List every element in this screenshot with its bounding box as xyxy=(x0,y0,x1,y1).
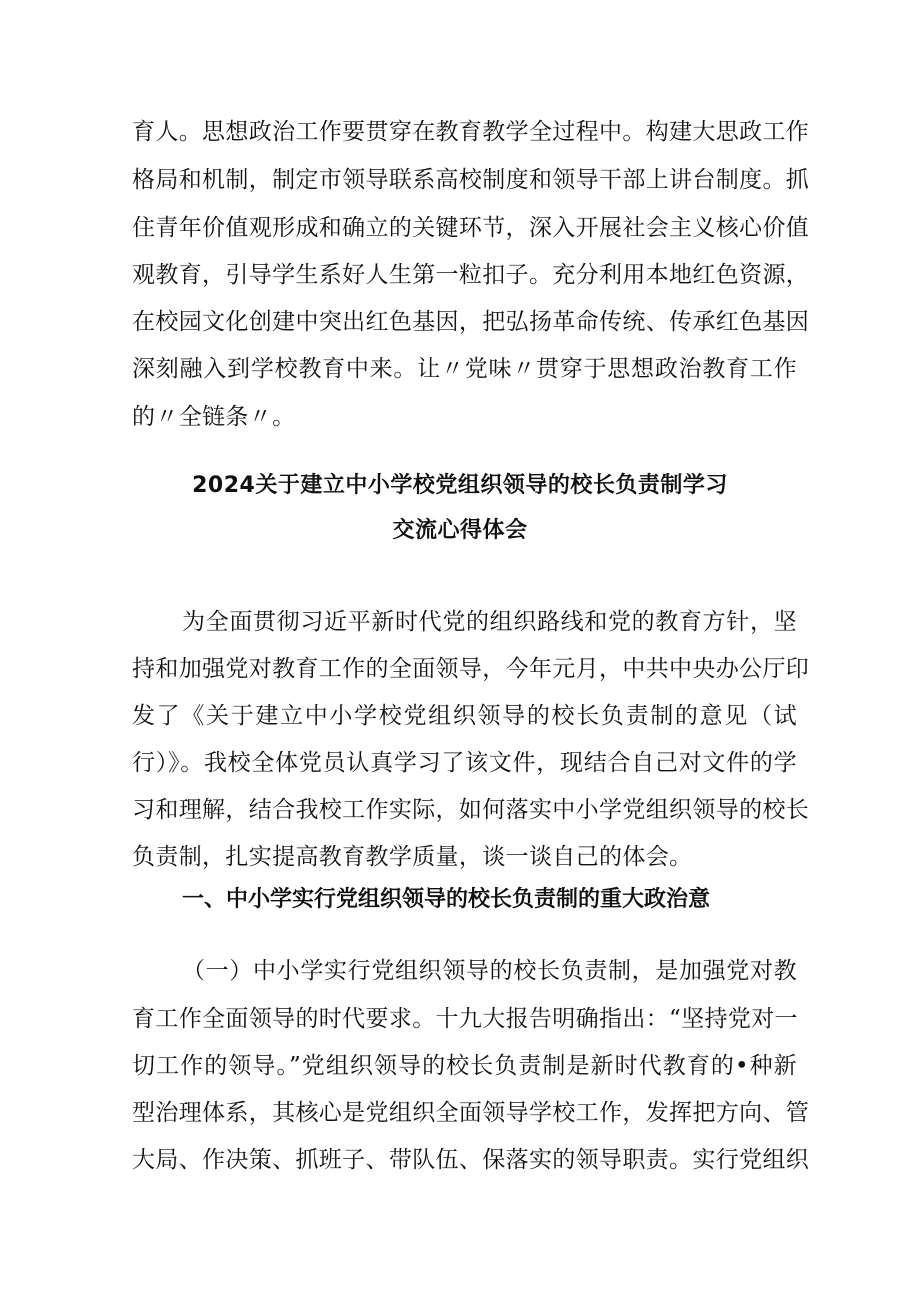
paragraph-line: 为全面贯彻习近平新时代党的组织路线和党的教育方针，坚 xyxy=(182,609,797,635)
paragraph-line: 育人。思想政治工作要贯穿在教育教学全过程中。构建大思政工作 xyxy=(132,119,810,145)
paragraph-line: 发了《关于建立中小学校党组织领导的校长负责制的意见（试 xyxy=(132,703,797,729)
paragraph-line: 格局和机制，制定市领导联系高校制度和领导干部上讲台制度。抓 xyxy=(132,167,810,193)
paragraph-line: 行）》。我校全体党员认真学习了该文件，现结合自己对文件的学 xyxy=(132,750,797,776)
paragraph-line: 习和理解，结合我校工作实际，如何落实中小学党组织领导的校长 xyxy=(132,797,810,823)
paragraph-line: 住青年价值观形成和确立的关键环节，深入开展社会主义核心价值 xyxy=(132,215,810,241)
paragraph-line: 持和加强党对教育工作的全面领导，今年元月，中共中央办公厅印 xyxy=(132,656,810,682)
paragraph-line: 深刻融入到学校教育中来。让〃党味〃贯穿于思想政治教育工作 xyxy=(132,356,797,382)
paragraph-line: 育工作全面领导的时代要求。十九大报告明确指出：“坚持党对一 xyxy=(132,1006,798,1032)
paragraph-line: 大局、作决策、抓班子、带队伍、保落实的领导职责。实行党组织 xyxy=(132,1147,810,1173)
paragraph-line: 型治理体系，其核心是党组织全面领导学校工作，发挥把方向、管 xyxy=(132,1100,810,1126)
document-title-line-2: 交流心得体会 xyxy=(392,518,528,543)
paragraph-line: 负责制，扎实提高教育教学质量，谈一谈自己的体会。 xyxy=(132,844,693,870)
section-heading: 一、中小学实行党组织领导的校长负责制的重大政治意 xyxy=(182,887,711,912)
paragraph-line: 在校园文化创建中突出红色基因，把弘扬革命传统、传承红色基因 xyxy=(132,309,810,335)
paragraph-line: 观教育，引导学生系好人生第一粒扣子。充分利用本地红色资源， xyxy=(132,262,810,288)
paragraph-line: 切工作的领导。”党组织领导的校长负责制是新时代教育的•种新 xyxy=(132,1053,797,1079)
paragraph-line: 的〃全链条〃。 xyxy=(132,404,296,430)
paragraph-line: （一）中小学实行党组织领导的校长负责制，是加强党对教 xyxy=(182,958,797,984)
document-title-line-1: 2024关于建立中小学校党组织领导的校长负责制学习 xyxy=(192,473,728,498)
